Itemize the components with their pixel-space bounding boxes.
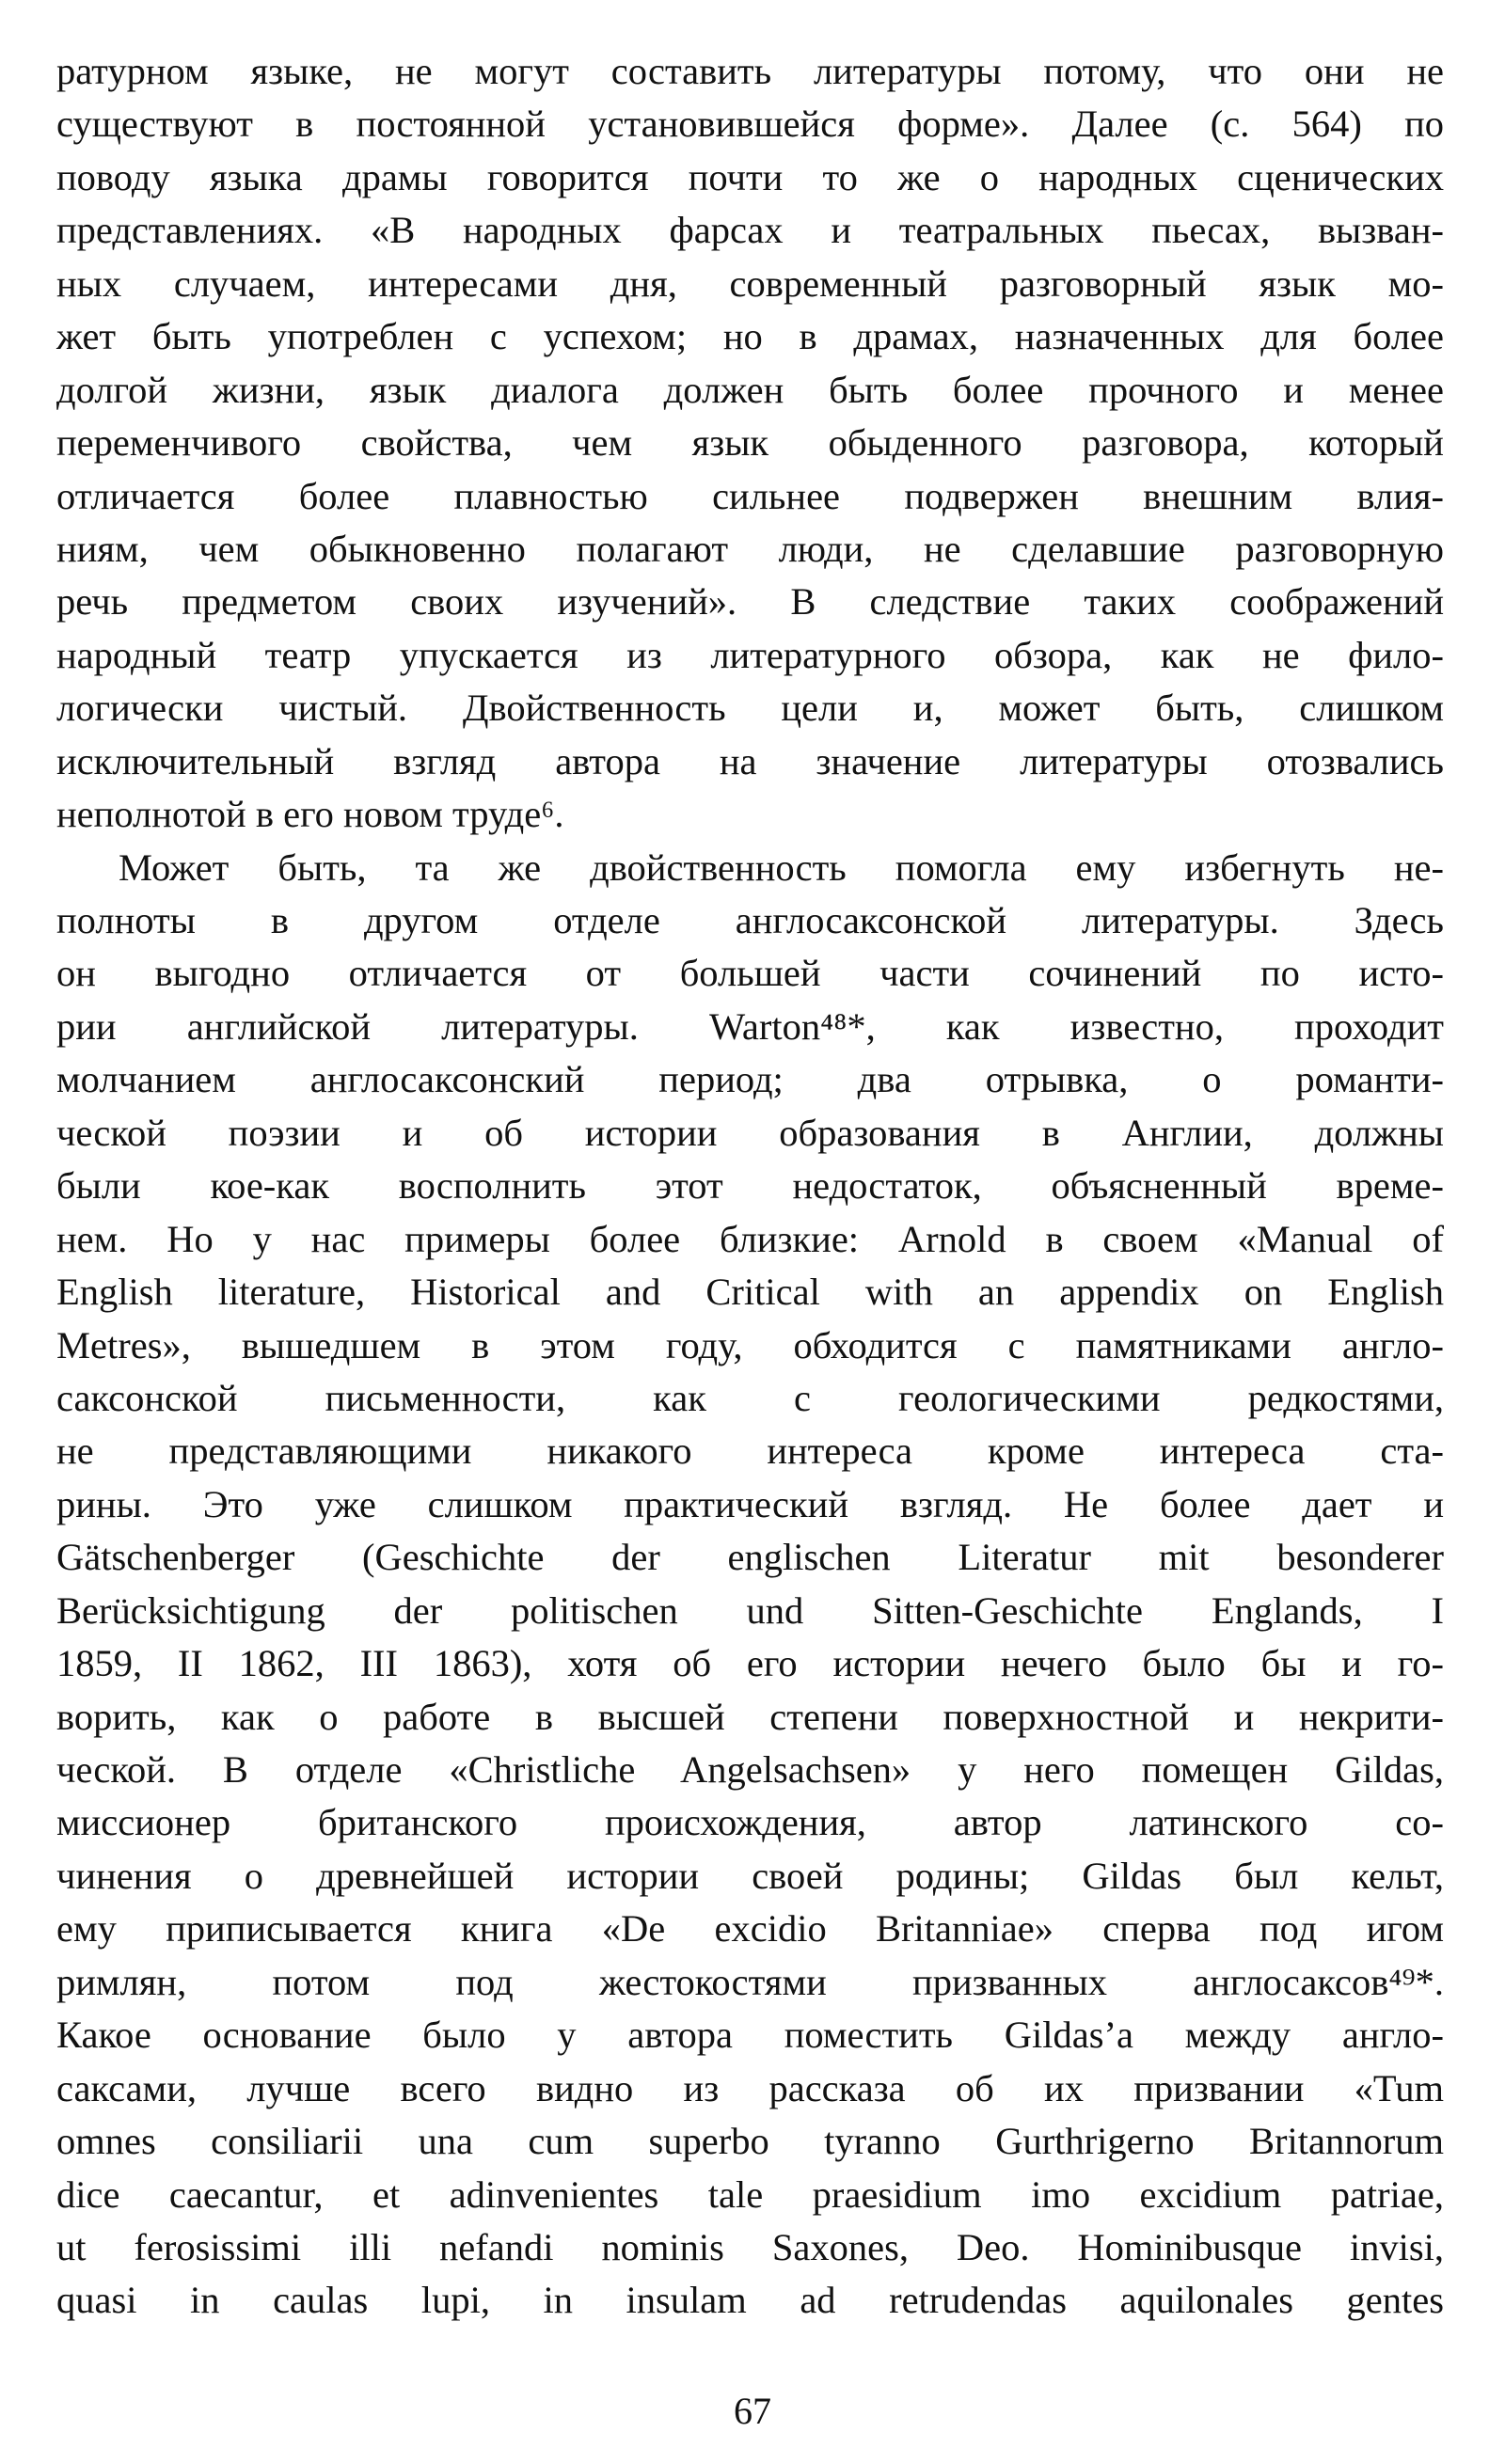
text-line: саксонской письменности, как с геологическими редкостями, [56, 1376, 1444, 1419]
paragraph [56, 45, 1444, 842]
text-line: поводу языка драмы говорится почти то же о народных сценических [56, 155, 1444, 198]
text-line: omnes consiliarii una cum superbo tyranno Gurthrigerno Britannorum [56, 2120, 1444, 2163]
text-line: миссионер британского происхождения, автор латинского со- [56, 1801, 1444, 1844]
text-line: речь предметом своих изучений». В следствие таких соображений [56, 580, 1444, 624]
text-line: Какое основание было у автора поместить Gildas’а между англо- [56, 2014, 1444, 2057]
text-line: долгой жизни, язык диалога должен быть более прочного и менее [56, 368, 1444, 411]
text-line: полноты в другом отделе англосаксонской литературы. Здесь [56, 899, 1444, 941]
text-line: исключительный взгляд автора на значение литературы отозвались [56, 739, 1444, 782]
text-line: представлениях. «В народных фарсах и театральных пьесах, вызван- [56, 209, 1444, 252]
text-line: молчанием англосаксонский период; два отрывка, о романти- [56, 1058, 1444, 1101]
text-line: ut ferosissimi illi nefandi nominis Saxones, Deo. Hominibusque invisi, [56, 2225, 1444, 2268]
text-line: народный театр упускается из литературного обзора, как не фило- [56, 633, 1444, 676]
text-line: саксами, лучше всего видно из рассказа об их призвании «Tum [56, 2066, 1444, 2109]
text-line: не представляющими никакого интереса кроме интереса ста- [56, 1429, 1444, 1473]
text-line: жет быть употреблен с успехом; но в драмах, назначенных для более [56, 315, 1444, 358]
text-line: English literature, Historical and Critical with an appendix on English [56, 1271, 1444, 1314]
text-line: существуют в постоянной установившейся форме». Далее (с. 564) по [56, 103, 1444, 146]
text-line: неполнотой в его новом труде⁶. [56, 793, 564, 836]
paragraph [56, 842, 1444, 2328]
text-line: чинения о древнейшей истории своей родины; Gildas был кельт, [56, 1854, 1444, 1897]
text-line: ческой. В отделе «Christliche Angelsachsen» у него помещен Gildas, [56, 1748, 1444, 1791]
text-line: были кое-как восполнить этот недостаток, объясненный време- [56, 1164, 1444, 1208]
text-line: Может быть, та же двойственность помогла ему избегнуть не- [119, 845, 1444, 889]
page-body-text [56, 45, 1444, 2328]
text-line: римлян, потом под жестокостями призванных англосаксов⁴⁹*. [56, 1960, 1444, 2003]
text-line: переменчивого свойства, чем язык обыденного разговора, который [56, 421, 1444, 465]
text-line: quasi in caulas lupi, in insulam ad retrudendas aquilonales gentes [56, 2279, 1444, 2322]
text-line: Berücksichtigung der politischen und Sitten-Geschichte Englands, I [56, 1588, 1444, 1632]
text-line: он выгодно отличается от большей части сочинений по исто- [56, 952, 1444, 995]
page-number: 67 [734, 2390, 771, 2432]
text-line: ниям, чем обыкновенно полагают люди, не сделавшие разговорную [56, 527, 1444, 570]
text-line: логически чистый. Двойственность цели и, может быть, слишком [56, 687, 1444, 730]
text-line: рины. Это уже слишком практический взгляд. Не более дает и [56, 1482, 1444, 1525]
text-line: рии английской литературы. Warton⁴⁸*, как известно, проходит [56, 1004, 1444, 1048]
text-line: dice caecantur, et adinvenientes tale praesidium imo excidium patriae, [56, 2172, 1444, 2216]
text-line: ческой поэзии и об истории образования в Англии, должны [56, 1111, 1444, 1154]
text-line: нем. Но у нас примеры более близкие: Arnold в своем «Manual of [56, 1217, 1444, 1260]
text-line: Gätschenberger (Geschichte der englischen Literatur mit besonderer [56, 1536, 1444, 1579]
text-line: ему приписывается книга «De excidio Britanniae» сперва под игом [56, 1907, 1444, 1951]
text-line: ных случаем, интересами дня, современный разговорный язык мо- [56, 261, 1444, 305]
text-line: ратурном языке, не могут составить литературы потому, что они не [56, 50, 1444, 92]
text-line: Metres», вышедшем в этом году, обходится с памятниками англо- [56, 1323, 1444, 1366]
text-line: 1859, II 1862, III 1863), хотя об его истории нечего было бы и го- [56, 1642, 1444, 1685]
text-line: ворить, как о работе в высшей степени поверхностной и некрити- [56, 1695, 1444, 1738]
text-line: отличается более плавностью сильнее подвержен внешним влия- [56, 474, 1444, 517]
